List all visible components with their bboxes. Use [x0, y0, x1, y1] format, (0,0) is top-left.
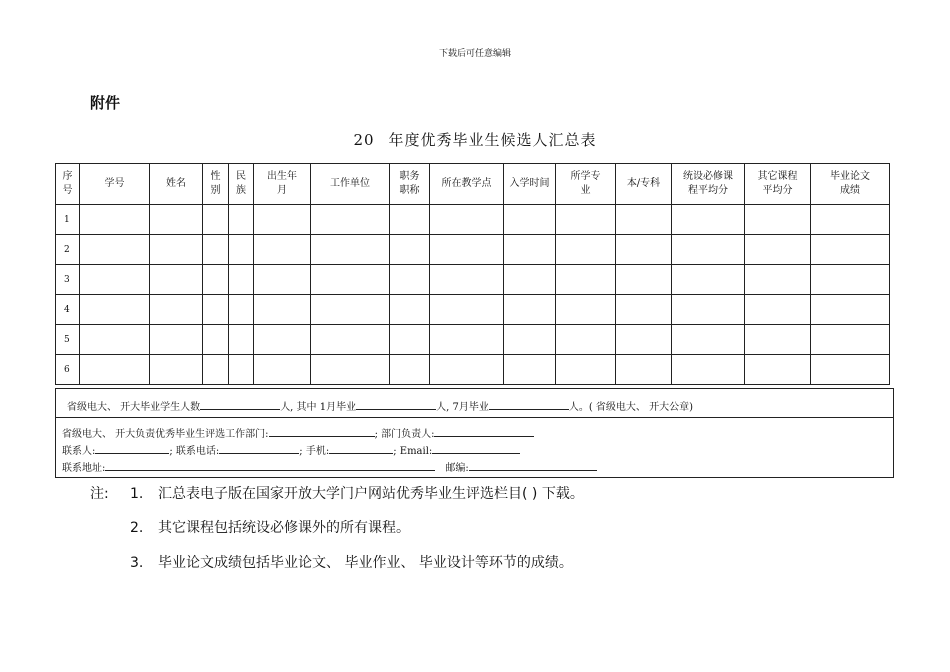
table-cell[interactable] [229, 355, 254, 385]
table-cell[interactable] [811, 355, 890, 385]
row-number: 3 [56, 265, 80, 295]
table-cell[interactable] [311, 355, 390, 385]
department-blank[interactable] [269, 426, 375, 437]
table-cell[interactable] [80, 295, 150, 325]
table-cell[interactable] [672, 265, 745, 295]
table-row [56, 205, 890, 235]
department-head-label: ; 部门负责人: [374, 429, 435, 440]
postcode-label: 邮编: [445, 463, 469, 474]
table-cell[interactable] [672, 205, 745, 235]
summary-line [67, 398, 693, 413]
column-header-text: 号 [62, 185, 73, 196]
table-cell[interactable] [390, 235, 430, 265]
contact-line [62, 442, 520, 457]
table-cell[interactable] [203, 235, 229, 265]
column-header-text: 性 [210, 171, 221, 182]
column-header-text: 程平均分 [688, 185, 728, 196]
table-cell[interactable] [229, 205, 254, 235]
row-number: 1 [56, 205, 80, 235]
candidate-summary-table [55, 163, 890, 385]
table-cell[interactable] [150, 295, 203, 325]
table-cell[interactable] [80, 205, 150, 235]
table-cell[interactable] [430, 205, 504, 235]
column-header [672, 164, 745, 205]
table-cell[interactable] [390, 265, 430, 295]
table-cell[interactable] [229, 235, 254, 265]
department-label: 省级电大、 开大负责优秀毕业生评选工作部门: [62, 429, 269, 440]
column-header [556, 164, 616, 205]
column-header [254, 164, 311, 205]
table-cell[interactable] [745, 265, 811, 295]
column-header [390, 164, 430, 205]
table-cell[interactable] [811, 295, 890, 325]
column-header [150, 164, 203, 205]
column-header [504, 164, 556, 205]
table-cell[interactable] [150, 265, 203, 295]
summary-box [55, 388, 894, 418]
table-cell[interactable] [390, 205, 430, 235]
column-header-text: 成绩 [840, 185, 860, 196]
column-header [811, 164, 890, 205]
note-text: 汇总表电子版在国家开放大学门户网站优秀毕业生评选栏目( ) 下载。 [158, 486, 584, 502]
table-cell[interactable] [203, 205, 229, 235]
table-cell[interactable] [80, 235, 150, 265]
table-cell[interactable] [311, 205, 390, 235]
table-cell[interactable] [254, 355, 311, 385]
note-number: 3. [130, 555, 144, 571]
table-cell[interactable] [616, 205, 672, 235]
table-cell[interactable] [390, 325, 430, 355]
row-number: 5 [56, 325, 80, 355]
column-header [56, 164, 80, 205]
table-cell[interactable] [80, 355, 150, 385]
seal-note: 人。( 省级电大、 开大公章) [568, 402, 693, 413]
table-cell[interactable] [504, 265, 556, 295]
column-header-text: 平均分 [762, 185, 793, 196]
table-cell[interactable] [150, 325, 203, 355]
table-cell[interactable] [229, 295, 254, 325]
column-header [311, 164, 390, 205]
column-header [203, 164, 229, 205]
table-cell[interactable] [616, 265, 672, 295]
table-cell[interactable] [745, 325, 811, 355]
table-cell[interactable] [745, 355, 811, 385]
table-cell[interactable] [254, 235, 311, 265]
table-cell[interactable] [254, 325, 311, 355]
column-header-text: 姓名 [166, 178, 186, 189]
attachment-label: 附件 [90, 94, 121, 112]
table-cell[interactable] [203, 355, 229, 385]
table-cell[interactable] [616, 325, 672, 355]
table-row [56, 235, 890, 265]
table-cell[interactable] [311, 325, 390, 355]
table-cell[interactable] [311, 295, 390, 325]
column-header-text: 工作单位 [330, 178, 370, 189]
title-year: 20 [353, 131, 375, 149]
column-header-text: 职称 [399, 185, 420, 196]
header-note: 下载后可任意编辑 [438, 49, 511, 59]
table-cell[interactable] [556, 235, 616, 265]
table-cell[interactable] [556, 325, 616, 355]
phone-blank[interactable] [219, 443, 299, 454]
table-cell[interactable] [430, 235, 504, 265]
table-cell[interactable] [254, 295, 311, 325]
email-label: ; Email: [393, 446, 433, 457]
document-title [0, 129, 950, 150]
column-header [616, 164, 672, 205]
table-cell[interactable] [556, 295, 616, 325]
table-cell[interactable] [672, 235, 745, 265]
note-text: 其它课程包括统设必修课外的所有课程。 [158, 520, 410, 536]
table-cell[interactable] [616, 235, 672, 265]
table-cell[interactable] [80, 265, 150, 295]
note-number: 2. [130, 520, 144, 536]
column-header [80, 164, 150, 205]
column-header-text: 序 [62, 171, 73, 182]
contact-person-blank[interactable] [95, 443, 169, 454]
column-header [430, 164, 504, 205]
column-header-text: 入学时间 [509, 178, 550, 189]
column-header-text: 别 [210, 185, 221, 196]
note-3 [130, 552, 573, 572]
column-header-text: 毕业论文 [830, 171, 870, 182]
table-cell[interactable] [672, 295, 745, 325]
table-cell[interactable] [504, 235, 556, 265]
mobile-label: ; 手机: [299, 446, 330, 457]
note-2 [130, 517, 410, 537]
table-cell[interactable] [430, 355, 504, 385]
table-cell[interactable] [556, 355, 616, 385]
table-cell[interactable] [745, 205, 811, 235]
column-header-text: 其它课程 [757, 171, 798, 182]
table-cell[interactable] [556, 265, 616, 295]
table-cell[interactable] [556, 205, 616, 235]
contact-person-label: 联系人: [62, 446, 96, 457]
table-cell[interactable] [745, 295, 811, 325]
table-row [56, 295, 890, 325]
table-cell[interactable] [150, 235, 203, 265]
table-cell[interactable] [229, 265, 254, 295]
row-number: 6 [56, 355, 80, 385]
table-cell[interactable] [672, 355, 745, 385]
column-header-text: 业 [580, 185, 591, 196]
table-cell[interactable] [811, 265, 890, 295]
column-header [745, 164, 811, 205]
note-text: 毕业论文成绩包括毕业论文、 毕业作业、 毕业设计等环节的成绩。 [158, 555, 573, 571]
column-header-text: 民 [236, 171, 246, 182]
july-label: 人, 7月毕业 [436, 402, 489, 413]
table-header-row [56, 164, 890, 205]
address-label: 联系地址: [62, 463, 106, 474]
column-header-text: 族 [236, 185, 246, 196]
graduate-count-label: 省级电大、 开大毕业学生人数 [67, 402, 201, 413]
address-line [62, 459, 597, 474]
table-cell[interactable] [254, 265, 311, 295]
table-cell[interactable] [390, 355, 430, 385]
table-cell[interactable] [504, 325, 556, 355]
department-line [62, 425, 534, 440]
january-count-blank[interactable] [356, 399, 436, 410]
table-cell[interactable] [430, 295, 504, 325]
column-header-text: 学号 [104, 178, 125, 189]
table-cell[interactable] [811, 205, 890, 235]
title-text: 年度优秀毕业生候选人汇总表 [388, 131, 597, 149]
department-head-blank[interactable] [434, 426, 534, 437]
table-cell[interactable] [254, 205, 311, 235]
column-header-text: 本/专科 [626, 178, 661, 189]
table-cell[interactable] [203, 325, 229, 355]
note-1 [90, 483, 584, 503]
table-cell[interactable] [672, 325, 745, 355]
mobile-blank[interactable] [329, 443, 393, 454]
column-header-text: 统设必修课 [683, 171, 733, 182]
column-header-text: 所在教学点 [441, 178, 492, 189]
table-cell[interactable] [80, 325, 150, 355]
table-row [56, 355, 890, 385]
table-cell[interactable] [150, 355, 203, 385]
table-cell[interactable] [616, 295, 672, 325]
table-cell[interactable] [430, 265, 504, 295]
table-cell[interactable] [311, 235, 390, 265]
postcode-blank[interactable] [469, 460, 597, 471]
table-cell[interactable] [390, 295, 430, 325]
column-header-text: 出生年 [267, 171, 297, 182]
email-blank[interactable] [432, 443, 520, 454]
table-cell[interactable] [311, 265, 390, 295]
july-count-blank[interactable] [489, 399, 569, 410]
column-header-text: 所学专 [570, 171, 601, 182]
table-cell[interactable] [745, 235, 811, 265]
row-number: 4 [56, 295, 80, 325]
column-header-text: 职务 [399, 171, 420, 182]
table-row [56, 325, 890, 355]
row-number: 2 [56, 235, 80, 265]
table-cell[interactable] [229, 325, 254, 355]
column-header-text: 月 [277, 185, 287, 196]
january-label: 人, 其中 1月毕业 [280, 402, 357, 413]
note-label: 注: [90, 486, 109, 502]
phone-label: ; 联系电话: [169, 446, 220, 457]
table-cell[interactable] [150, 205, 203, 235]
table-cell[interactable] [504, 295, 556, 325]
table-cell[interactable] [504, 205, 556, 235]
table-row [56, 265, 890, 295]
table-cell[interactable] [203, 295, 229, 325]
graduate-count-blank[interactable] [200, 399, 280, 410]
column-header [229, 164, 254, 205]
table-cell[interactable] [203, 265, 229, 295]
table-cell[interactable] [616, 355, 672, 385]
table-cell[interactable] [811, 325, 890, 355]
table-cell[interactable] [430, 325, 504, 355]
table-cell[interactable] [811, 235, 890, 265]
contact-box [55, 418, 894, 478]
address-blank[interactable] [105, 460, 435, 471]
note-number: 1. [130, 486, 144, 502]
table-cell[interactable] [504, 355, 556, 385]
